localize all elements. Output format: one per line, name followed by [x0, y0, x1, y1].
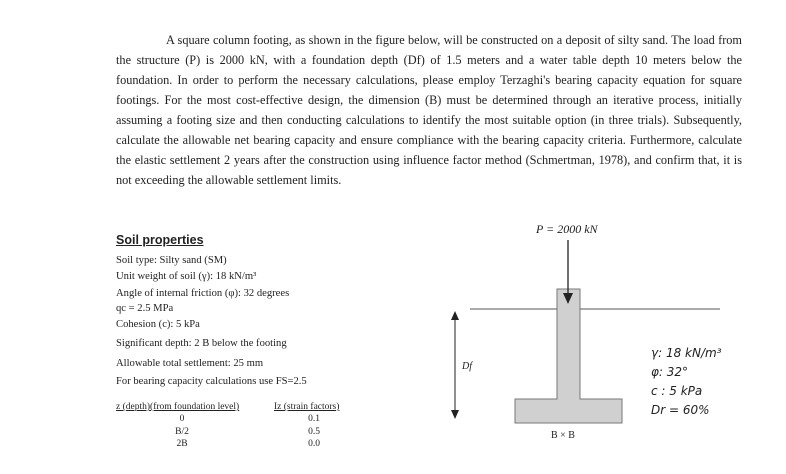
table-cell-z: B/2	[175, 427, 189, 437]
cohesion: Cohesion (c): 5 kPa	[116, 319, 200, 330]
unit-weight: Unit weight of soil (γ): 18 kN/m³	[116, 271, 257, 282]
cone-resistance: qc = 2.5 MPa	[116, 303, 174, 314]
friction-label: φ: 32°	[651, 365, 689, 379]
soil-properties-title: Soil properties	[116, 233, 204, 247]
factor-of-safety: For bearing capacity calculations use FS=2.5	[116, 376, 307, 387]
table-cell-iz: 0.5	[308, 427, 320, 437]
table-cell-z: 0	[179, 414, 185, 424]
significant-depth: Significant depth: 2 B below the footing	[116, 338, 287, 349]
depth-arrow-bottom	[451, 410, 459, 419]
allowable-settlement: Allowable total settlement: 25 mm	[116, 358, 264, 369]
table-cell-z: 2B	[176, 439, 188, 449]
cohesion-label: c : 5 kPa	[651, 384, 703, 398]
table-header-z: z (depth)(from foundation level)	[116, 402, 240, 412]
table-header-iz: Iz (strain factors)	[274, 402, 340, 412]
depth-label: Df	[462, 361, 472, 372]
relative-density-label: Dr = 60%	[651, 403, 710, 417]
depth-arrow-top	[451, 311, 459, 320]
table-cell-iz: 0.1	[308, 414, 320, 424]
footing-size-label: B × B	[551, 430, 575, 441]
load-label: P = 2000 kN	[536, 222, 598, 236]
friction-angle: Angle of internal friction (φ): 32 degrees	[116, 288, 290, 299]
problem-statement: A square column footing, as shown in the figure below, will be constructed on a deposit of silty sand. The load from the structure (P) is 2000 kN, with a foundation depth (Df) of 1.5 meters and a water table depth 10 meters below the foundation. In order to perform the necessary calculations, please employ Terzaghi's bearing capacity equation for square footings. For the most cost-effective design, the dimension (B) must be determined through an iterative process, initially assuming a footing size and then conducting calculations to identify the most suitable option (in three trials). Subsequently, calculate the allowable net bearing capacity and ensure compliance with the bearing capacity criteria. Furthermore, calculate the elastic settlement 2 years after the construction using influence factor method (Schmertman, 1978), and confirm that, it is not exceeding the allowable settlement limits.	[116, 33, 742, 187]
table-cell-iz: 0.0	[308, 439, 320, 449]
soil-type: Soil type: Silty sand (SM)	[116, 255, 227, 266]
unit-weight-label: γ: 18 kN/m³	[651, 346, 722, 360]
